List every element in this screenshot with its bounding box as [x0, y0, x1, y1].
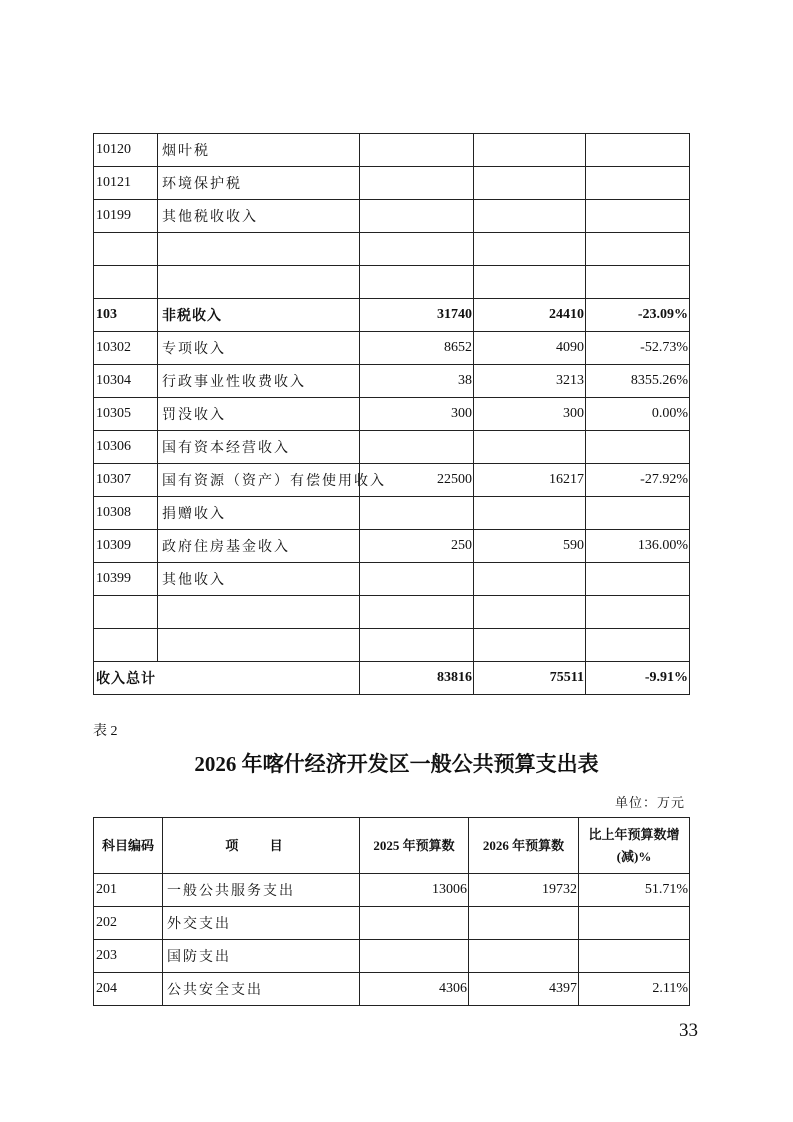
- cell-2025: [360, 266, 474, 299]
- table-caption: 表 2: [93, 724, 118, 739]
- cell-2025: [360, 134, 474, 167]
- cell-2026: 300: [474, 398, 586, 431]
- table-row: [94, 464, 690, 497]
- income-table: [93, 133, 690, 695]
- cell-2026: [474, 431, 586, 464]
- cell-name: 一般公共服务支出: [163, 874, 360, 907]
- cell-name: 公共安全支出: [163, 973, 360, 1006]
- cell-change: 2.11%: [579, 973, 690, 1006]
- cell-change: 51.71%: [579, 874, 690, 907]
- total-2026: 75511: [474, 662, 586, 695]
- cell-change: [586, 266, 690, 299]
- table-row: [94, 563, 690, 596]
- cell-2026: [474, 563, 586, 596]
- cell-code: [94, 629, 158, 662]
- cell-code: 10199: [94, 200, 158, 233]
- cell-2025: 8652: [360, 332, 474, 365]
- cell-change: [586, 233, 690, 266]
- table-row: [94, 907, 690, 940]
- cell-code: 10399: [94, 563, 158, 596]
- cell-2025: [360, 233, 474, 266]
- header-item: 项 目: [163, 818, 360, 874]
- cell-2026: 24410: [474, 299, 586, 332]
- cell-change: 136.00%: [586, 530, 690, 563]
- total-change: -9.91%: [586, 662, 690, 695]
- cell-change: -27.92%: [586, 464, 690, 497]
- cell-2025: 38: [360, 365, 474, 398]
- cell-2025: 13006: [360, 874, 469, 907]
- cell-2025: [360, 167, 474, 200]
- cell-2026: [474, 134, 586, 167]
- cell-change: [586, 134, 690, 167]
- cell-2026: 19732: [469, 874, 579, 907]
- table-row: [94, 596, 690, 629]
- page-number: 33: [679, 1020, 698, 1041]
- cell-name: 国防支出: [163, 940, 360, 973]
- table-row: [94, 973, 690, 1006]
- cell-change: -52.73%: [586, 332, 690, 365]
- cell-name: 专项收入: [158, 332, 360, 365]
- cell-2026: [474, 233, 586, 266]
- cell-2026: 4397: [469, 973, 579, 1006]
- cell-2025: 250: [360, 530, 474, 563]
- cell-code: 204: [94, 973, 163, 1006]
- header-row: [94, 818, 690, 874]
- expenditure-table: [93, 817, 690, 1006]
- cell-code: 10302: [94, 332, 158, 365]
- cell-name: 罚没收入: [158, 398, 360, 431]
- cell-change: [586, 431, 690, 464]
- cell-name: 烟叶税: [158, 134, 360, 167]
- table-row: [94, 134, 690, 167]
- table-row: [94, 299, 690, 332]
- cell-change: [579, 907, 690, 940]
- table-row: [94, 629, 690, 662]
- cell-name: 非税收入: [158, 299, 360, 332]
- cell-change: [586, 596, 690, 629]
- table-row: [94, 332, 690, 365]
- cell-code: 10120: [94, 134, 158, 167]
- cell-change: [586, 563, 690, 596]
- cell-code: 10308: [94, 497, 158, 530]
- header-code: 科目编码: [94, 818, 163, 874]
- cell-name: 捐赠收入: [158, 497, 360, 530]
- cell-code: 201: [94, 874, 163, 907]
- cell-change: 8355.26%: [586, 365, 690, 398]
- header-change: 比上年预算数增(减)%: [579, 818, 690, 874]
- cell-2025: [360, 940, 469, 973]
- table-row: [94, 874, 690, 907]
- total-2025: 83816: [360, 662, 474, 695]
- cell-2026: [474, 266, 586, 299]
- cell-2025: [360, 563, 474, 596]
- cell-code: 203: [94, 940, 163, 973]
- cell-2025: [360, 629, 474, 662]
- cell-code: [94, 266, 158, 299]
- cell-code: 10306: [94, 431, 158, 464]
- cell-2025: 300: [360, 398, 474, 431]
- cell-2026: [469, 940, 579, 973]
- cell-2026: 16217: [474, 464, 586, 497]
- income-total-row: [94, 662, 690, 695]
- cell-change: [586, 200, 690, 233]
- cell-change: [579, 940, 690, 973]
- cell-code: 103: [94, 299, 158, 332]
- table-row: [94, 530, 690, 563]
- cell-2025: 22500: [360, 464, 474, 497]
- cell-name: 环境保护税: [158, 167, 360, 200]
- cell-change: [586, 167, 690, 200]
- cell-code: [94, 233, 158, 266]
- table-title: 2026 年喀什经济开发区一般公共预算支出表: [194, 752, 599, 776]
- table-row: [94, 233, 690, 266]
- header-2025: 2025 年预算数: [360, 818, 469, 874]
- cell-2026: [474, 497, 586, 530]
- cell-code: 10305: [94, 398, 158, 431]
- cell-name: 政府住房基金收入: [158, 530, 360, 563]
- cell-name: [158, 629, 360, 662]
- cell-change: 0.00%: [586, 398, 690, 431]
- cell-2026: [474, 167, 586, 200]
- cell-code: 10307: [94, 464, 158, 497]
- cell-change: -23.09%: [586, 299, 690, 332]
- cell-name: 行政事业性收费收入: [158, 365, 360, 398]
- cell-name: 国有资本经营收入: [158, 431, 360, 464]
- table-row: [94, 497, 690, 530]
- cell-2026: [474, 629, 586, 662]
- cell-name: [158, 266, 360, 299]
- unit-label: 单位：万元: [614, 795, 685, 810]
- cell-2026: 3213: [474, 365, 586, 398]
- cell-code: 202: [94, 907, 163, 940]
- table-row: [94, 431, 690, 464]
- table-row: [94, 365, 690, 398]
- cell-change: [586, 629, 690, 662]
- cell-name: [158, 596, 360, 629]
- cell-2025: 4306: [360, 973, 469, 1006]
- cell-code: [94, 596, 158, 629]
- cell-change: [586, 497, 690, 530]
- cell-2026: [474, 200, 586, 233]
- cell-2026: [474, 596, 586, 629]
- table-row: [94, 167, 690, 200]
- table-row: [94, 266, 690, 299]
- total-label: 收入总计: [94, 662, 360, 695]
- cell-code: 10304: [94, 365, 158, 398]
- cell-2025: 31740: [360, 299, 474, 332]
- cell-name: 国有资源（资产）有偿使用收入: [158, 464, 360, 497]
- cell-name: 其他收入: [158, 563, 360, 596]
- table-row: [94, 398, 690, 431]
- table-row: [94, 940, 690, 973]
- cell-2026: 590: [474, 530, 586, 563]
- cell-name: [158, 233, 360, 266]
- cell-code: 10121: [94, 167, 158, 200]
- cell-name: 其他税收收入: [158, 200, 360, 233]
- cell-2025: [360, 200, 474, 233]
- header-2026: 2026 年预算数: [469, 818, 579, 874]
- cell-2025: [360, 596, 474, 629]
- cell-2026: 4090: [474, 332, 586, 365]
- cell-name: 外交支出: [163, 907, 360, 940]
- cell-2025: [360, 907, 469, 940]
- cell-2025: [360, 497, 474, 530]
- cell-2026: [469, 907, 579, 940]
- cell-2025: [360, 431, 474, 464]
- table-row: [94, 200, 690, 233]
- cell-code: 10309: [94, 530, 158, 563]
